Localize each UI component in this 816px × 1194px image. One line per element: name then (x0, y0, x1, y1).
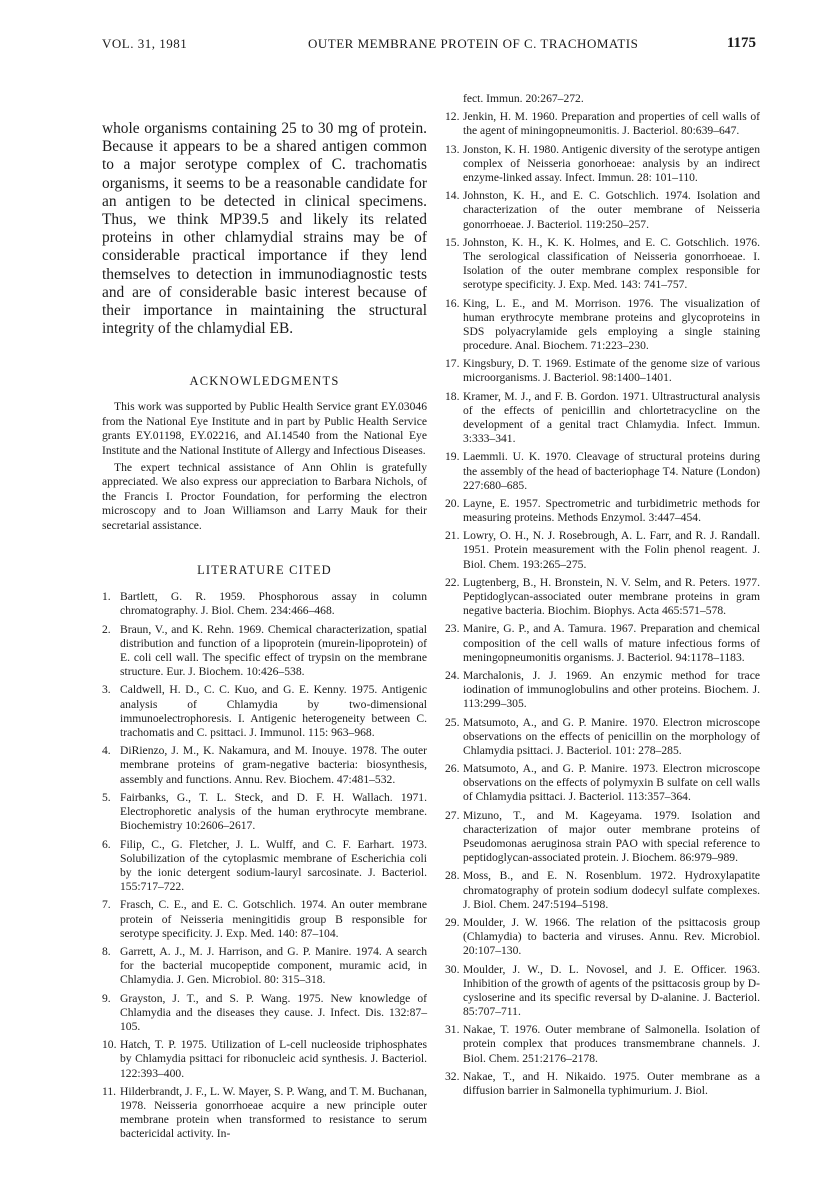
left-column (102, 120, 427, 1146)
conclusion-paragraph: whole organisms containing 25 to 30 mg of protein. Because it appears to be a shared antigen common to a major serotype complex of C. trachomatis organisms, it seems to be a reasonable candidate for an antigen to be detected in clinical specimens. Thus, we think MP39.5 and likely its related proteins in other chlamydial strains may be of considerable practical importance if they lend themselves to detection in immunodiagnostic tests and are of considerable basic interest because of their importance in maintaining the structural integrity of the chlamydial EB. (102, 120, 427, 338)
reference-item: 30. Moulder, J. W., D. L. Novosel, and J. E. Officer. 1963. Inhibition of the growth of agents of the psittacosis group by D-cysloserine and its specific reversal by D-alanine. J. Bacteriol. 85:707–711. (445, 962, 760, 1018)
reference-item: 27. Mizuno, T., and M. Kageyama. 1979. Isolation and characterization of major outer membrane proteins of Pseudomonas aeruginosa strain PAO with special reference to peptidoglycan-associated protein. J. Biochem. 86:979–989. (445, 808, 760, 865)
reference-item: 16. King, L. E., and M. Morrison. 1976. The visualization of human erythrocyte membrane proteins and glycoproteins in SDS polyacrylamide gels employing a single staining procedure. Anal. Biochem. 71:223–230. (445, 296, 760, 352)
reference-item: 6. Filip, C., G. Fletcher, J. L. Wulff, and C. F. Earhart. 1973. Solubilization of the cytoplasmic membrane of Escherichia coli by the ionic detergent sodium-lauryl sarcosinate. J. Bacteriol. 155:717–722. (102, 837, 427, 893)
reference-item: 1. Bartlett, G. R. 1959. Phosphorous assay in column chromatography. J. Biol. Chem. 234:466–468. (102, 590, 427, 618)
reference-item: 29. Moulder, J. W. 1966. The relation of the psittacosis group (Chlamydia) to bacteria and viruses. Annu. Rev. Microbiol. 20:107–130. (445, 915, 760, 958)
reference-item: 21. Lowry, O. H., N. J. Rosebrough, A. L. Farr, and R. J. Randall. 1951. Protein measurement with the Folin phenol reagent. J. Biol. Chem. 193:265–275. (445, 529, 760, 571)
literature-cited-heading: LITERATURE CITED (197, 563, 332, 578)
reference-item: 22. Lugtenberg, B., H. Bronstein, N. V. Selm, and R. Peters. 1977. Peptidoglycan-associated outer membrane proteins in gram negative bacteria. Biochim. Biophys. Acta 465:571–578. (445, 575, 760, 618)
reference-list-left (102, 590, 427, 1142)
reference-item: 18. Kramer, M. J., and F. B. Gordon. 1971. Ultrastructural analysis of the effects of penicillin and chlortetracycline on the development of a genital tract Chlamydia. Infect. Immun. 3:333–341. (445, 389, 760, 446)
acknowledgment-paragraph: The expert technical assistance of Ann Ohlin is gratefully appreciated. We also express our appreciation to Barbara Nichols, of the Francis I. Proctor Foundation, for performing the electron microscopy and to Joan Williamson and Larry Mauk for their secretarial assistance. (102, 461, 427, 532)
reference-item: 19. Laemmli. U. K. 1970. Cleavage of structural proteins during the assembly of the head of bacteriophage T4. Nature (London) 227:680–685. (445, 450, 760, 492)
reference-item: 11. Hilderbrandt, J. F., L. W. Mayer, S. P. Wang, and T. M. Buchanan, 1978. Neisseria gonorrhoeae acquire a new principle outer membrane protein when transformed to resistance to serum bactericidal activity. In- (102, 1084, 427, 1141)
reference-item: 9. Grayston, J. T., and S. P. Wang. 1975. New knowledge of Chlamydia and the diseases they cause. J. Infect. Dis. 132:87–105. (102, 991, 427, 1033)
reference-item: 14. Johnston, K. H., and E. C. Gotschlich. 1974. Isolation and characterization of the outer membrane of Neisseria gonorrhoeae. J. Bacteriol. 119:250–257. (445, 189, 760, 231)
acknowledgments-heading: ACKNOWLEDGMENTS (189, 374, 340, 389)
reference-item: 31. Nakae, T. 1976. Outer membrane of Salmonella. Isolation of protein complex that produces transmembrane channels. J. Biol. Chem. 251:2176–2178. (445, 1023, 760, 1065)
reference-item: 15. Johnston, K. H., K. K. Holmes, and E. C. Gotschlich. 1976. The serological classification of Neisseria gonorrhoeae. I. Isolation of the outer membrane complex responsible for serotype specificity. J. Exp. Med. 143: 741–757. (445, 235, 760, 292)
reference-item: 24. Marchalonis, J. J. 1969. An enzymic method for trace iodination of immunoglobulins and other proteins. Biochem. J. 113:299–305. (445, 669, 760, 711)
running-title: OUTER MEMBRANE PROTEIN OF C. TRACHOMATIS (308, 36, 639, 51)
running-header (102, 36, 756, 58)
reference-item: 32. Nakae, T., and H. Nikaido. 1975. Outer membrane as a diffusion barrier in Salmonella typhimurium. J. Biol. (445, 1069, 760, 1097)
reference-item: 5. Fairbanks, G., T. L. Steck, and D. F. H. Wallach. 1971. Electrophoretic analysis of the human erythrocyte membrane. Biochemistry 10:2606–2617. (102, 790, 427, 833)
reference-item: 4. DiRienzo, J. M., K. Nakamura, and M. Inouye. 1978. The outer membrane proteins of gram-negative bacteria: biosynthesis, assembly and functions. Annu. Rev. Biochem. 47:481–532. (102, 744, 427, 786)
reference-item: 25. Matsumoto, A., and G. P. Manire. 1970. Electron microscope observations on the effects of penicillin on the morphology of Chlamydia psittaci. J. Bacteriol. 101: 278–285. (445, 715, 760, 757)
reference-item: 26. Matsumoto, A., and G. P. Manire. 1973. Electron microscope observations on the effects of polymyxin B sulfate on cell walls of Chlamydia psittaci. J. Bacteriol. 113:357–364. (445, 762, 760, 804)
reference-item: 7. Frasch, C. E., and E. C. Gotschlich. 1974. An outer membrane protein of Neisseria meningitidis group B responsible for serotype specificity. J. Exp. Med. 140: 87–104. (102, 898, 427, 940)
volume-label: VOL. 31, 1981 (102, 36, 188, 51)
reference-item: 23. Manire, G. P., and A. Tamura. 1967. Preparation and chemical composition of the cell walls of mature infectious forms of meningopneumonitis organisms. J. Bacteriol. 94:1178–1183. (445, 622, 760, 664)
reference-item: 8. Garrett, A. J., M. J. Harrison, and G. P. Manire. 1974. A search for the bacterial mucopeptide component, muramic acid, in Chlamydia. J. Gen. Microbiol. 80: 315–318. (102, 945, 427, 987)
reference-continuation: fect. Immun. 20:267–272. (463, 92, 584, 105)
reference-item: 2. Braun, V., and K. Rehn. 1969. Chemical characterization, spatial distribution and function of a lipoprotein (murein-lipoprotein) of E. coli cell wall. The specific effect of trypsin on the membrane structure. Eur. J. Biochem. 10:426–538. (102, 622, 427, 679)
reference-item: 10. Hatch, T. P. 1975. Utilization of L-cell nucleoside triphosphates by Chlamydia psittaci for ribonucleic acid synthesis. J. Bacteriol. 122:393–400. (102, 1038, 427, 1080)
reference-item: 20. Layne, E. 1957. Spectrometric and turbidimetric methods for measuring proteins. Methods Enzymol. 3:447–454. (445, 496, 760, 525)
reference-item: 17. Kingsbury, D. T. 1969. Estimate of the genome size of various microorganisms. J. Bacteriol. 98:1400–1401. (445, 357, 760, 385)
reference-item: 28. Moss, B., and E. N. Rosenblum. 1972. Hydroxylapatite chromatography of protein sodium dodecyl sulfate complexes. J. Biol. Chem. 247:5194–5198. (445, 869, 760, 911)
reference-list-right (445, 92, 760, 1098)
right-column (445, 92, 760, 1102)
acknowledgment-paragraph: This work was supported by Public Health Service grant EY.03046 from the National Eye Institute and in part by Public Health Service grants EY.01198, EY.02216, and AI.14540 from the National Eye Institute and the National Institute of Allergy and Infectious Diseases. (102, 400, 427, 457)
reference-item: 12. Jenkin, H. M. 1960. Preparation and properties of cell walls of the agent of miningopneumonitis. J. Bacteriol. 80:639–647. (445, 110, 760, 138)
reference-item: 3. Caldwell, H. D., C. C. Kuo, and G. E. Kenny. 1975. Antigenic analysis of Chlamydia by two-dimensional immunoelectrophoresis. I. Antigenic heterogeneity between C. trachomatis and C. psittaci. J. Immunol. 115: 963–968. (102, 683, 427, 739)
reference-item: 13. Jonston, K. H. 1980. Antigenic diversity of the serotype antigen complex of Neisseria gonorhoeae: analysis by an indirect enzyme-linked assay. Infect. Immun. 28: 101–110. (445, 142, 760, 184)
page-number: 1175 (726, 35, 756, 51)
